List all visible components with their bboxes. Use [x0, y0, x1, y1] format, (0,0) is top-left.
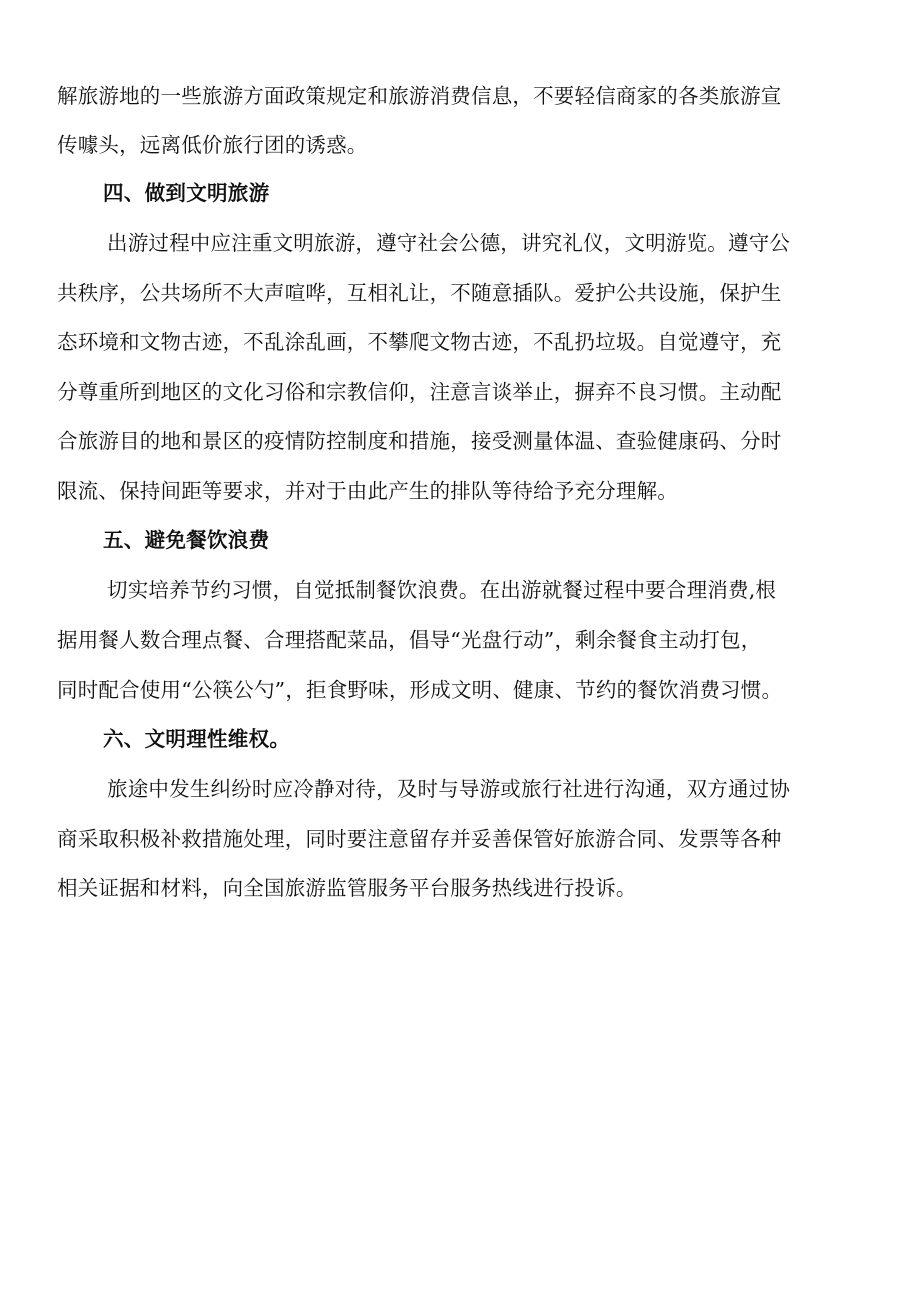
intro-line-2: 传噱头，远离低价旅行团的诱惑。: [57, 133, 368, 157]
section-6-line-2: 商采取积极补救措施处理，同时要注意留存并妥善保管好旅游合同、发票等各种: [57, 827, 782, 851]
section-6-line-3: 相关证据和材料，向全国旅游监管服务平台服务热线进行投诉。: [57, 876, 637, 900]
section-5-line-3: 同时配合使用“公筷公勺”，拒食野味，形成文明、健康、节约的餐饮消费习惯。: [57, 678, 783, 702]
section-5-line-1: 切实培养节约习惯，自觉抵制餐饮浪费。在出游就餐过程中要合理消费,根: [107, 578, 777, 602]
section-4-line-4: 分尊重所到地区的文化习俗和宗教信仰，注意言谈举止，摒弃不良习惯。主动配: [57, 380, 782, 404]
section-6-heading: 六、文明理性维权。: [103, 727, 291, 751]
section-4-line-2: 共秩序，公共场所不大声喧哗，互相礼让，不随意插队。爱护公共设施，保护生: [57, 281, 782, 305]
section-4-heading: 四、做到文明旅游: [103, 181, 270, 205]
section-6-line-1: 旅途中发生纠纷时应冷静对待，及时与导游或旅行社进行沟通，双方通过协: [107, 777, 791, 801]
section-5-line-2: 据用餐人数合理点餐、合理搭配菜品，倡导“光盘行动”，剩余餐食主动打包，: [57, 628, 762, 652]
section-4-line-5: 合旅游目的地和景区的疫情防控制度和措施，接受测量体温、查验健康码、分时: [57, 429, 782, 453]
intro-line-1: 解旅游地的一些旅游方面政策规定和旅游消费信息，不要轻信商家的各类旅游宣: [57, 84, 782, 108]
section-4-line-1: 出游过程中应注重文明旅游，遵守社会公德，讲究礼仪，文明游览。遵守公: [107, 231, 791, 255]
section-4-line-6: 限流、保持间距等要求，并对于由此产生的排队等待给予充分理解。: [57, 479, 678, 503]
section-4-line-3: 态环境和文物古迹，不乱涂乱画，不攀爬文物古迹，不乱扔垃圾。自觉遵守，充: [57, 330, 782, 354]
section-5-heading: 五、避免餐饮浪费: [103, 528, 270, 552]
